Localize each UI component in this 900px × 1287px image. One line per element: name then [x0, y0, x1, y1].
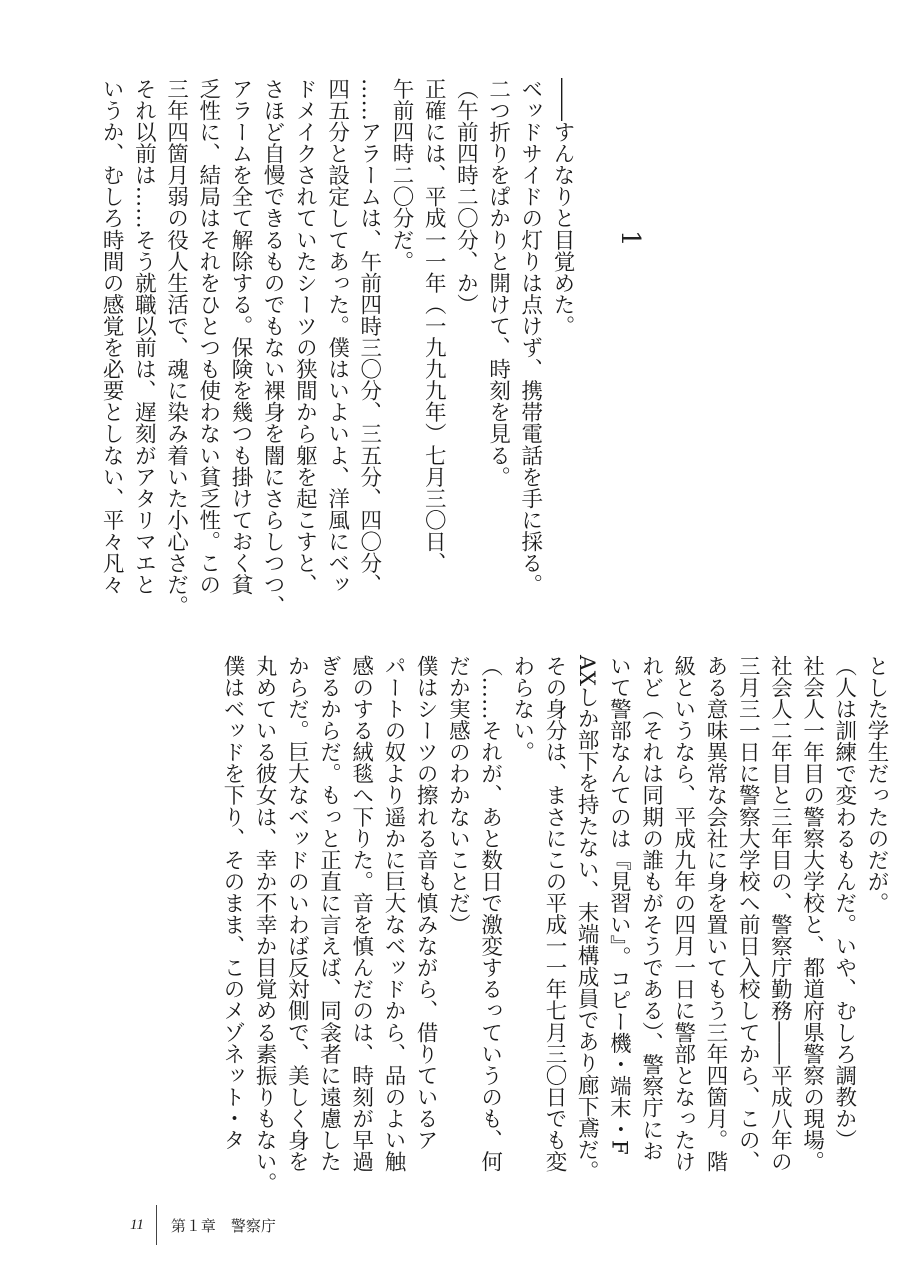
- text-line: それ以前は……そう就職以前は、遅刻がアタリマエと: [131, 78, 157, 596]
- text-line: とした学生だったのだが。: [864, 655, 889, 914]
- text-line: 午前四時二〇分だ。: [388, 78, 414, 272]
- text-line: だか実感のわかないことだ）: [445, 655, 471, 936]
- text-line: 四五分と設定してあった。僕はいよいよ、洋風にベッ: [324, 78, 350, 596]
- text-line: ベッドサイドの灯りは点けず、携帯電話を手に採る。: [517, 78, 543, 596]
- text-line: からだ。巨大なベッドのいわば反対側で、美しく身を: [284, 655, 310, 1173]
- text-line: ドメイクされていたシーツの狭間から躯を起こすと、: [292, 78, 318, 596]
- text-line: わらない。: [509, 655, 535, 763]
- upper-text-block: [95, 78, 578, 618]
- text-line: 僕はシーツの擦れる音も慎みながら、借りているア: [413, 655, 439, 1151]
- text-line: アラームを全て解除する。保険を幾つも掛けておく貧: [227, 78, 253, 596]
- text-line: （午前四時二〇分、か）: [453, 78, 479, 316]
- text-line: れど（それは同期の誰もがそうである）、警察庁にお: [638, 655, 664, 1162]
- text-line: 丸めている彼女は、幸か不幸か目覚める素振りもない。: [252, 655, 278, 1194]
- lower-text-block: [216, 655, 892, 1195]
- chapter-section-number: 1: [615, 230, 645, 247]
- text-line: パートの奴より遥かに巨大なベッドから、品のよい触: [380, 655, 406, 1173]
- text-line: 正確には、平成一一年（一九九九年）七月三〇日、: [421, 78, 447, 574]
- text-line: 級というなら、平成九年の四月一日に警部となったけ: [670, 655, 696, 1173]
- text-line: いうか、むしろ時間の感覚を必要としない、平々凡々: [99, 78, 125, 596]
- text-line: ……アラームは、午前四時三〇分、三五分、四〇分、: [356, 78, 382, 596]
- text-line: （……それが、あと数日で激変するっていうのも、何: [477, 655, 503, 1173]
- text-line: さほど自慢できるものでもない裸身を闇にさらしつつ、: [260, 78, 286, 617]
- text-line: 三月三一日に警察大学校へ前日入校してから、この、: [735, 655, 761, 1173]
- text-line: いて警部なんてのは『見習い』。コピー機・端末・F: [606, 655, 632, 1155]
- text-line: 社会人二年目と三年目の、警察庁勤務――平成八年の: [767, 655, 793, 1173]
- text-line: 僕はベッドを下り、そのまま、このメゾネット・タ: [219, 655, 245, 1151]
- text-line: ――すんなりと目覚めた。: [550, 78, 575, 337]
- text-line: その身分は、まさにこの平成一一年七月三〇日でも変: [541, 655, 567, 1173]
- text-line: AXしか部下を持たない、末端構成員であり廊下鳶だ。: [574, 655, 600, 1182]
- footer-divider: [156, 1205, 157, 1245]
- text-line: 三年四箇月弱の役人生活で、魂に染み着いた小心さだ。: [163, 78, 189, 617]
- text-line: ぎるからだ。もっと正直に言えば、同衾者に遠慮した: [316, 655, 342, 1173]
- text-line: ある意味異常な会社に身を置いてもう三年四箇月。階: [702, 655, 728, 1173]
- text-line: 感のする絨毯へ下りた。音を慎んだのは、時刻が早過: [348, 655, 374, 1173]
- text-line: 社会人一年目の警察大学校と、都道府県警察の現場。: [799, 655, 825, 1173]
- chapter-label: 第１章 警察庁: [170, 1216, 276, 1235]
- text-line: 乏性に、結局はそれをひとつも使わない貧乏性。この: [195, 78, 221, 596]
- page-number: 11: [130, 1216, 144, 1233]
- text-line: 二つ折りをぱかりと開けて、時刻を見る。: [485, 78, 511, 488]
- page-footer: [130, 1205, 276, 1245]
- text-line: （人は訓練で変わるもんだ。いや、むしろ調教か）: [831, 655, 857, 1151]
